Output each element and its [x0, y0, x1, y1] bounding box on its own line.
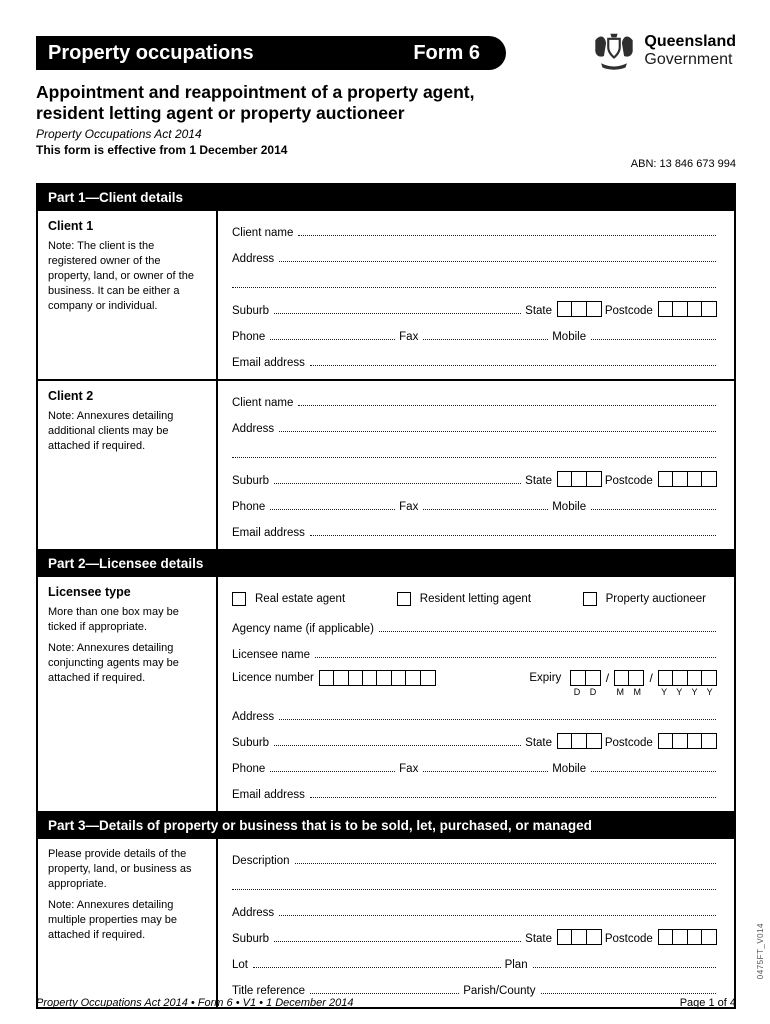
licensee-state-boxes[interactable]: [557, 733, 602, 749]
expiry-year-group: [655, 670, 720, 697]
suburb-label: Suburb: [232, 737, 270, 750]
licensee-phone-field[interactable]: [270, 771, 395, 772]
parish-county-label: Parish/County: [463, 985, 536, 998]
property-auctioneer-option: [583, 592, 706, 606]
suburb-label: Suburb: [232, 933, 270, 946]
agency-name-field[interactable]: [379, 631, 716, 632]
client-2-fax-field[interactable]: [423, 509, 548, 510]
form-title: Property occupations: [48, 41, 254, 64]
email-label: Email address: [232, 527, 305, 540]
description-label: Description: [232, 855, 290, 868]
phone-label: Phone: [232, 331, 266, 344]
lot-field[interactable]: [253, 967, 501, 968]
licensee-postcode-boxes[interactable]: [658, 733, 717, 749]
licensee-suburb-field[interactable]: [274, 745, 521, 746]
licence-number-boxes[interactable]: [319, 670, 436, 686]
client-1-fax-field[interactable]: [423, 339, 548, 340]
real-estate-agent-option: [232, 592, 345, 606]
expiry-year-boxes[interactable]: [658, 670, 717, 686]
client-1-state-boxes[interactable]: [557, 301, 602, 317]
suburb-label: Suburb: [232, 305, 270, 318]
description-continuation-field[interactable]: [232, 889, 716, 890]
footer-document-info: Property Occupations Act 2014 • Form 6 • V1 • 1 December 2014: [36, 997, 354, 1009]
licence-number-label: Licence number: [232, 672, 314, 685]
description-field[interactable]: [295, 863, 716, 864]
property-fields: [218, 839, 734, 1007]
licensee-type-heading: Licensee type: [48, 585, 131, 600]
client-2-row: [38, 379, 734, 549]
mobile-label: Mobile: [552, 501, 587, 514]
address-label: Address: [232, 253, 275, 266]
document-title-line-2: resident letting agent or property auctioneer: [36, 102, 405, 123]
client-1-suburb-field[interactable]: [274, 313, 521, 314]
expiry-year-letters: Y Y Y Y: [661, 687, 714, 698]
parish-county-field[interactable]: [541, 993, 717, 994]
footer-page-number: Page 1 of 4: [679, 997, 736, 1009]
client-name-label: Client name: [232, 227, 294, 240]
state-label: State: [525, 933, 553, 946]
queensland-government-logo: [591, 30, 736, 72]
logo-line-2: Government: [644, 51, 733, 68]
queensland-government-crest-icon: [591, 30, 637, 72]
document-title-line-1: Appointment and reappointment of a property agent,: [36, 82, 475, 102]
expiry-month-group: [611, 670, 647, 697]
client-1-mobile-field[interactable]: [591, 339, 716, 340]
licensee-name-field[interactable]: [315, 657, 716, 658]
part-3-section: [36, 813, 736, 1009]
licensee-note-1: More than one box may be ticked if appropriate.: [48, 606, 179, 634]
part-2-header: Part 2—Licensee details: [38, 551, 734, 577]
expiry-label: Expiry: [529, 672, 562, 685]
client-2-phone-field[interactable]: [270, 509, 395, 510]
licensee-name-label: Licensee name: [232, 649, 310, 662]
expiry-day-letters: D D: [573, 687, 598, 698]
state-label: State: [525, 737, 553, 750]
licensee-row: [38, 577, 734, 811]
logo-text: [644, 33, 736, 68]
agency-name-label: Agency name (if applicable): [232, 623, 374, 636]
property-auctioneer-checkbox[interactable]: [583, 592, 597, 606]
address-label: Address: [232, 423, 275, 436]
client-1-address-field[interactable]: [279, 261, 716, 262]
client-2-info: [38, 381, 218, 549]
email-label: Email address: [232, 357, 305, 370]
client-1-postcode-boxes[interactable]: [658, 301, 717, 317]
part-2-section: [36, 551, 736, 813]
property-note-2: Note: Annexures detailing multiple properties may be attached if required.: [48, 898, 178, 941]
lot-label: Lot: [232, 959, 248, 972]
postcode-label: Postcode: [604, 475, 653, 488]
expiry-month-letters: M M: [616, 687, 642, 698]
postcode-label: Postcode: [604, 305, 653, 318]
client-2-mobile-field[interactable]: [591, 509, 716, 510]
part-1-header: Part 1—Client details: [38, 185, 734, 211]
licensee-email-field[interactable]: [310, 797, 716, 798]
client-1-fields: [218, 211, 734, 379]
client-2-fields: [218, 381, 734, 549]
property-postcode-boxes[interactable]: [658, 929, 717, 945]
phone-label: Phone: [232, 763, 266, 776]
abn: ABN: 13 846 673 994: [630, 158, 736, 171]
effective-date-note: This form is effective from 1 December 2014: [36, 143, 288, 158]
page-header: [36, 33, 736, 72]
client-1-heading: Client 1: [48, 219, 94, 234]
act-reference: Property Occupations Act 2014: [36, 127, 202, 142]
client-2-note: Note: Annexures detailing additional clients may be attached if required.: [48, 410, 174, 452]
plan-label: Plan: [504, 959, 528, 972]
client-1-email-field[interactable]: [310, 365, 716, 366]
property-info: [38, 839, 218, 1007]
property-address-field[interactable]: [279, 915, 716, 916]
fax-label: Fax: [399, 501, 419, 514]
document-title: [36, 82, 736, 123]
part-1-section: [36, 183, 736, 551]
address-label: Address: [232, 711, 275, 724]
licensee-mobile-field[interactable]: [591, 771, 716, 772]
postcode-label: Postcode: [604, 737, 653, 750]
phone-label: Phone: [232, 501, 266, 514]
client-1-address-continuation-field[interactable]: [232, 287, 716, 288]
client-1-note: Note: The client is the registered owner of the property, land, or owner of the business. It can be either a company or individual.: [48, 240, 194, 312]
part-3-header: Part 3—Details of property or business that is to be sold, let, purchased, or managed: [38, 813, 734, 839]
postcode-label: Postcode: [604, 933, 653, 946]
fax-label: Fax: [399, 763, 419, 776]
expiry-day-group: [567, 670, 603, 697]
mobile-label: Mobile: [552, 763, 587, 776]
page-footer: [36, 997, 736, 1009]
form-title-bar: [36, 36, 506, 70]
title-reference-label: Title reference: [232, 985, 306, 998]
client-2-email-field[interactable]: [310, 535, 716, 536]
property-row: [38, 839, 734, 1007]
licensee-type-options: [232, 589, 720, 609]
client-name-label: Client name: [232, 397, 294, 410]
mobile-label: Mobile: [552, 331, 587, 344]
fax-label: Fax: [399, 331, 419, 344]
title-reference-field[interactable]: [310, 993, 459, 994]
email-label: Email address: [232, 789, 305, 802]
state-label: State: [525, 475, 553, 488]
client-2-address-continuation-field[interactable]: [232, 457, 716, 458]
client-2-heading: Client 2: [48, 389, 94, 404]
client-1-name-field[interactable]: [298, 235, 716, 236]
property-note-1: Please provide details of the property, land, or business as appropriate.: [48, 848, 192, 890]
client-1-info: [38, 211, 218, 379]
expiry-slash-1: /: [605, 671, 610, 686]
form-number: Form 6: [413, 41, 480, 64]
expiry-month-boxes[interactable]: [614, 670, 644, 686]
client-1-row: [38, 211, 734, 379]
logo-line-1: Queensland: [644, 33, 736, 51]
client-2-address-field[interactable]: [279, 431, 716, 432]
client-2-suburb-field[interactable]: [274, 483, 521, 484]
real-estate-agent-label: Real estate agent: [255, 593, 346, 606]
resident-letting-agent-label: Resident letting agent: [419, 593, 532, 606]
licensee-address-field[interactable]: [279, 719, 716, 720]
form-version-code: 0475FT_V014: [756, 922, 765, 979]
address-label: Address: [232, 907, 275, 920]
client-2-state-boxes[interactable]: [557, 471, 602, 487]
expiry-slash-2: /: [649, 671, 653, 686]
state-label: State: [525, 305, 553, 318]
resident-letting-agent-checkbox[interactable]: [397, 592, 411, 606]
client-2-name-field[interactable]: [298, 405, 716, 406]
licence-expiry-row: [232, 670, 720, 697]
real-estate-agent-checkbox[interactable]: [232, 592, 246, 606]
client-2-postcode-boxes[interactable]: [658, 471, 717, 487]
licensee-note-2: Note: Annexures detailing conjuncting agents may be attached if required.: [48, 641, 179, 684]
suburb-label: Suburb: [232, 475, 270, 488]
licensee-fax-field[interactable]: [423, 771, 548, 772]
client-1-phone-field[interactable]: [270, 339, 395, 340]
property-auctioneer-label: Property auctioneer: [605, 593, 706, 606]
property-state-boxes[interactable]: [557, 929, 602, 945]
property-suburb-field[interactable]: [274, 941, 521, 942]
licensee-info: [38, 577, 218, 811]
expiry-day-boxes[interactable]: [570, 670, 600, 686]
plan-field[interactable]: [533, 967, 716, 968]
resident-letting-agent-option: [397, 592, 531, 606]
licensee-fields: [218, 577, 734, 811]
